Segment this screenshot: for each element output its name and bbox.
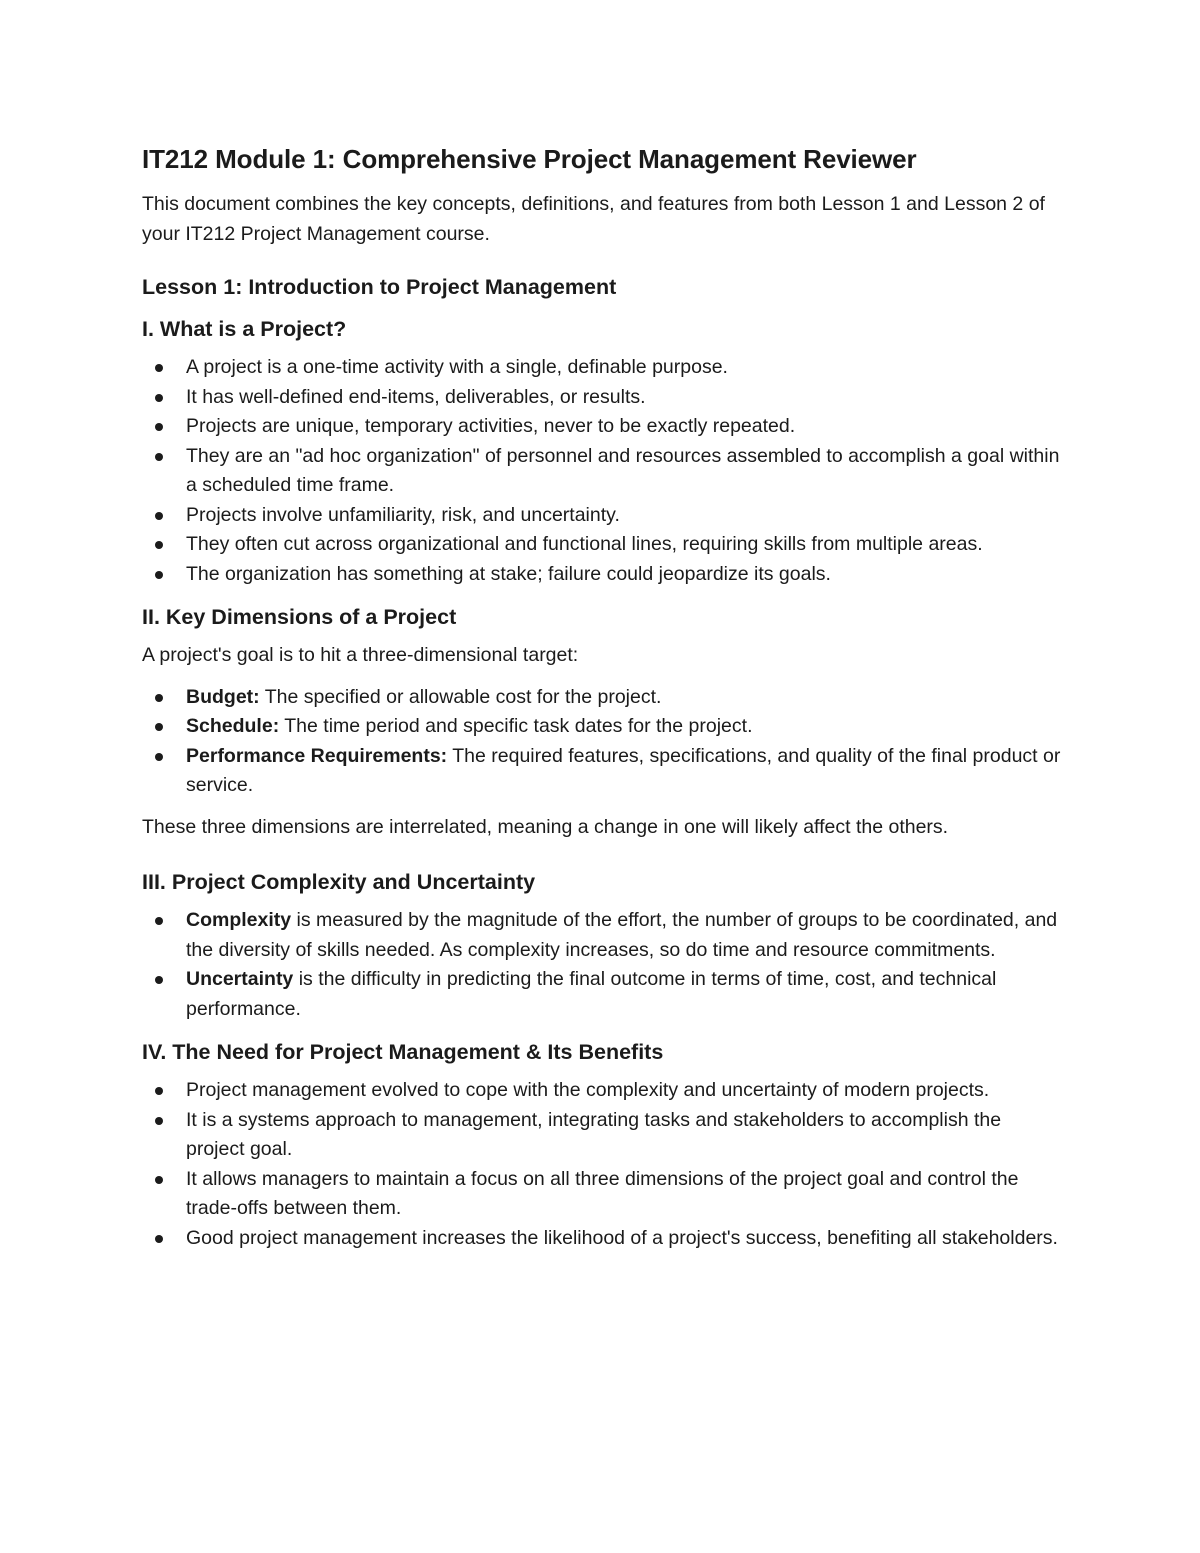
- bullet-icon: [155, 1087, 163, 1095]
- bullet-icon: [155, 541, 163, 549]
- list-item: Complexity is measured by the magnitude of the effort, the number of groups to be coordinated, and the diversity of skills needed. As complexity increases, so do time and resource commitments.: [142, 906, 1062, 965]
- list-item: It is a systems approach to management, integrating tasks and stakeholders to accomplish the project goal.: [142, 1106, 1062, 1165]
- section-3-list: [142, 906, 1062, 1024]
- document-title: IT212 Module 1: Comprehensive Project Management Reviewer: [142, 144, 917, 174]
- list-item: Project management evolved to cope with the complexity and uncertainty of modern projects.: [142, 1076, 1062, 1106]
- section-2-lead: A project's goal is to hit a three-dimensional target:: [142, 644, 579, 666]
- bullet-icon: [155, 571, 163, 579]
- bullet-icon: [155, 512, 163, 520]
- bullet-icon: [155, 423, 163, 431]
- list-item: It has well-defined end-items, deliverables, or results.: [142, 383, 1062, 413]
- section-3-heading: III. Project Complexity and Uncertainty: [142, 870, 536, 894]
- section-1-heading: I. What is a Project?: [142, 317, 347, 341]
- list-item: Performance Requirements: The required features, specifications, and quality of the final product or service.: [142, 742, 1062, 801]
- list-item: It allows managers to maintain a focus on all three dimensions of the project goal and control the trade-offs between them.: [142, 1165, 1062, 1224]
- list-item: They are an "ad hoc organization" of personnel and resources assembled to accomplish a goal within a scheduled time frame.: [142, 442, 1062, 501]
- list-item: Uncertainty is the difficulty in predicting the final outcome in terms of time, cost, and technical performance.: [142, 965, 1062, 1024]
- section-1-list: [142, 353, 1062, 589]
- bullet-icon: [155, 753, 163, 761]
- list-item: Good project management increases the likelihood of a project's success, benefiting all stakeholders.: [142, 1224, 1062, 1254]
- document-page: [142, 140, 1062, 1253]
- bullet-icon: [155, 394, 163, 402]
- list-item: Projects involve unfamiliarity, risk, and uncertainty.: [142, 501, 1062, 531]
- bullet-icon: [155, 453, 163, 461]
- bullet-icon: [155, 364, 163, 372]
- list-item: Schedule: The time period and specific task dates for the project.: [142, 712, 1062, 742]
- section-2-heading: II. Key Dimensions of a Project: [142, 605, 457, 629]
- list-item: Budget: The specified or allowable cost for the project.: [142, 683, 1062, 713]
- list-item: A project is a one-time activity with a single, definable purpose.: [142, 353, 1062, 383]
- lesson-1-heading: Lesson 1: Introduction to Project Management: [142, 275, 617, 299]
- bullet-icon: [155, 1235, 163, 1243]
- intro-paragraph: This document combines the key concepts, definitions, and features from both Lesson 1 and Lesson 2 of your IT212 Project Management course.: [142, 193, 1045, 245]
- section-4-list: [142, 1076, 1062, 1253]
- section-2-list: [142, 683, 1062, 801]
- bullet-icon: [155, 976, 163, 984]
- bullet-icon: [155, 694, 163, 702]
- list-item: They often cut across organizational and functional lines, requiring skills from multiple areas.: [142, 530, 1062, 560]
- bullet-icon: [155, 723, 163, 731]
- section-2-closing: These three dimensions are interrelated, meaning a change in one will likely affect the others.: [142, 815, 949, 838]
- section-4-heading: IV. The Need for Project Management & Its Benefits: [142, 1040, 664, 1064]
- list-item: Projects are unique, temporary activities, never to be exactly repeated.: [142, 412, 1062, 442]
- list-item: The organization has something at stake; failure could jeopardize its goals.: [142, 560, 1062, 590]
- bullet-icon: [155, 917, 163, 925]
- bullet-icon: [155, 1117, 163, 1125]
- bullet-icon: [155, 1176, 163, 1184]
